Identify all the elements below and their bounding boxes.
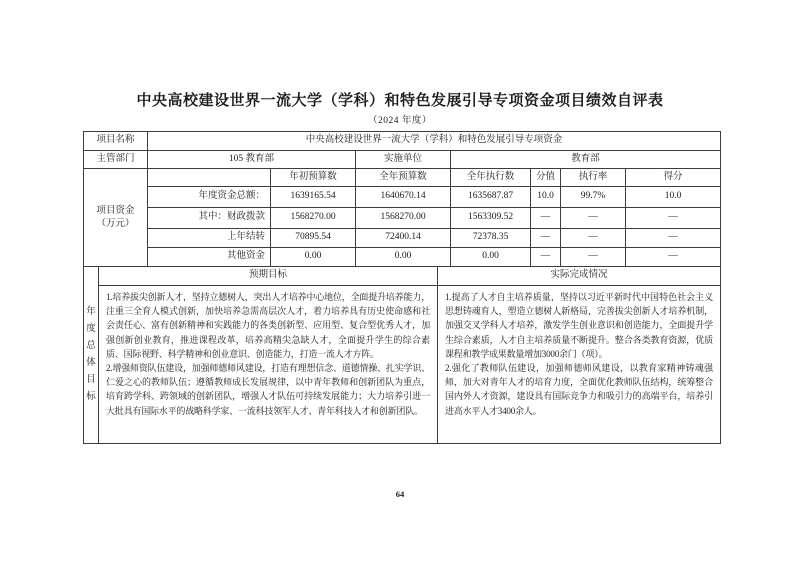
info-table [83,131,721,169]
fund-value-executed: 72378.35 [451,229,531,248]
funds-group-label-line1: 项目资金 [96,205,135,216]
fund-value-rate: — [561,208,626,229]
dept-value: 105 教育部 [148,151,356,169]
fund-value-initial: 1639165.54 [271,187,356,208]
page-number: 64 [395,489,405,499]
dept-label: 主管部门 [84,151,148,169]
impl-unit-label: 实施单位 [356,151,451,169]
fund-row-label: 其中：财政拨款 [148,208,271,229]
goals-side-label: 年度总体目标 [86,307,96,402]
col-header-points: 分值 [531,169,561,187]
fund-value-executed: 0.00 [451,248,531,267]
fund-value-score: — [626,208,721,229]
fund-value-rate: — [561,229,626,248]
col-header-initial-budget: 年初预算数 [271,169,356,187]
fund-value-annual: 1640670.14 [356,187,451,208]
funds-row-other [84,248,721,267]
funds-group-label-line2: （万元） [96,218,135,229]
actual-result-text [438,286,721,444]
expected-goal-text [99,286,438,444]
fund-value-annual: 72400.14 [356,229,451,248]
evaluation-table [83,131,720,444]
fund-value-annual: 1568270.00 [356,208,451,229]
fund-value-annual: 0.00 [356,248,451,267]
actual-result-item-1: 1.提高了人才自主培养质量，坚持以习近平新时代中国特色社会主义思想铸魂育人，塑造立德树人新格局，完善拔尖创新人才培养机制，加强交叉学科人才培养，激发学生创业意识和创造能力，全面提升学生综合素质，人才自主培养质量不断提升。整合各类教育资源，优质课程和教学成果数量增加3000余门（项）。 [445,292,713,359]
fund-value-score: 10.0 [626,187,721,208]
actual-result-item-2: 2.强化了教师队伍建设，加强师德师风建设，以教育家精神铸魂强师，加大对青年人才的培育力度，全面优化教师队伍结构，统筹整合国内外人才资源，建设具有国际竞争力和吸引力的高端平台，培养引进高水平人才3400余人。 [445,363,713,416]
fund-value-executed: 1563309.52 [451,208,531,229]
fund-value-points: — [531,208,561,229]
fund-value-executed: 1635687.87 [451,187,531,208]
page-subtitle: （2024 年度） [368,116,432,126]
expected-goal-header: 预期目标 [99,267,438,286]
funds-header-row [84,169,721,187]
funds-group-label [84,169,148,267]
fund-row-label: 年度资金总额： [148,187,271,208]
col-header-annual-budget: 全年预算数 [356,169,451,187]
funds-row-total [84,187,721,208]
funds-sublabel-header-empty [148,169,271,187]
goals-header-row [84,267,721,286]
fund-value-initial: 1568270.00 [271,208,356,229]
expected-goal-item-2: 2.增强师资队伍建设，加强师德师风建设，打造有理想信念、道德情操、扎实学识、仁爱之心的教师队伍；遵循教师成长发展规律，以中青年教师和创新团队为重点，培育跨学科、跨领域的创新团队，增强人才队伍可持续发展能力；大力培养引进一大批具有国际水平的战略科学家、一流科技领军人才、青年科技人才和创新团队。 [106,363,430,416]
expected-goal-item-1: 1.培养拔尖创新人才，坚持立德树人，突出人才培养中心地位，全面提升培养能力，注重三全育人模式创新，加快培养急需高层次人才，着力培养具有历史使命感和社会责任心、富有创新精神和实践能力的各类创新型、应用型、复合型优秀人才，加强创新创业教育，推进课程改革，培养高精尖急缺人才，全面提升学生的综合素质、国际视野、科学精神和创业意识、创造能力，打造一流人才方阵。 [106,292,430,359]
goals-side-label-cell [84,267,99,444]
project-name-label: 项目名称 [84,132,148,151]
funds-table [83,168,721,267]
fund-value-score: — [626,229,721,248]
fund-row-label: 上年结转 [148,229,271,248]
goals-table [83,266,721,444]
fund-value-score: — [626,248,721,267]
fund-value-initial: 0.00 [271,248,356,267]
funds-row-carryover [84,229,721,248]
fund-value-points: — [531,229,561,248]
impl-unit-value: 教育部 [451,151,721,169]
page-title: 中央高校建设世界一流大学（学科）和特色发展引导专项资金项目绩效自评表 [136,93,664,109]
funds-row-appropriation [84,208,721,229]
actual-result-header: 实际完成情况 [438,267,721,286]
goals-body-row [84,286,721,444]
fund-value-rate: — [561,248,626,267]
fund-value-points: — [531,248,561,267]
table-row [84,151,721,169]
table-row [84,132,721,151]
fund-row-label: 其他资金 [148,248,271,267]
fund-value-rate: 99.7% [561,187,626,208]
col-header-rate: 执行率 [561,169,626,187]
col-header-score: 得分 [626,169,721,187]
project-name-value: 中央高校建设世界一流大学（学科）和特色发展引导专项资金 [148,132,721,151]
col-header-executed: 全年执行数 [451,169,531,187]
fund-value-initial: 70895.54 [271,229,356,248]
fund-value-points: 10.0 [531,187,561,208]
